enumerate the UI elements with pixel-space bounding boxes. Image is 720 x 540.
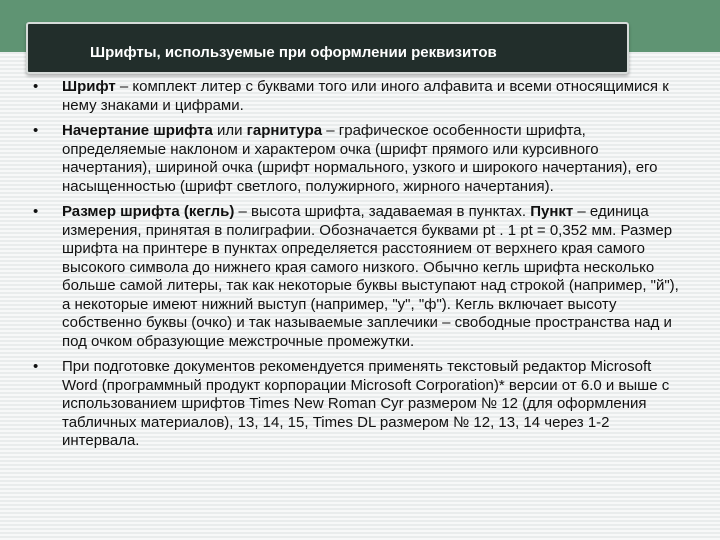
definition-point: – единица измерения, принятая в полиграфии. Обозначается буквами pt . 1 pt = 0,352 мм. Размер шрифта на принтере в пунктах определяется расстоянием от верхнего края самого высокого символа до нижнего края самого низкого. Обычно кегль шрифта несколько больше самой литеры, так как некоторые буквы выступают над строкой (например, "й"), а некоторые имеют нижний выступ (например, "у", "ф"). Кегль включает высоту собственно буквы (очко) и так называемые заплечики – свободные пространства над и под очком образующие межстрочные промежутки. xyxy=(62,203,679,350)
definition-font: – комплект литер с буквами того или иного алфавита и всеми относящимися к нему знаками и цифрами. xyxy=(62,78,669,114)
bullet-item-font xyxy=(32,78,682,115)
definition-typeface: – графическое особенности шрифта, определяемые наклоном и характером очка (шрифт прямого или курсивного начертания), шириной очка (шрифт нормального, узкого и широкого начертания), его насыщенностью (шрифт светлого, полужирного, жирного начертания). xyxy=(62,122,658,195)
title-bar xyxy=(26,22,629,74)
slide-title: Шрифты, используемые при оформлении реквизитов xyxy=(90,44,497,61)
bullet-list xyxy=(32,78,682,458)
definition-font-size: – высота шрифта, задаваемая в пунктах. xyxy=(234,203,531,220)
term-typeface: гарнитура xyxy=(246,122,323,139)
term-font-size: Размер шрифта (кегль) xyxy=(62,203,235,220)
bullet-item-recommendation xyxy=(32,358,682,451)
recommendation-text: При подготовке документов рекомендуется применять текстовый редактор Microsoft Word (программный продукт корпорации Microsoft Corporation)* версии от 6.0 и выше с использованием шрифтов Times New Roman Cyr размером № 12 (для оформления табличных материалов), 13, 14, 15, Times DL размером № 12, 13, 14 через 1-2 интервала. xyxy=(62,358,670,449)
bullet-item-typeface xyxy=(32,122,682,196)
connector-text: или xyxy=(212,122,247,139)
term-font: Шрифт xyxy=(62,78,116,95)
term-typeface-style: Начертание шрифта xyxy=(62,122,213,139)
term-point: Пункт xyxy=(530,203,574,220)
bullet-item-font-size xyxy=(32,203,682,351)
